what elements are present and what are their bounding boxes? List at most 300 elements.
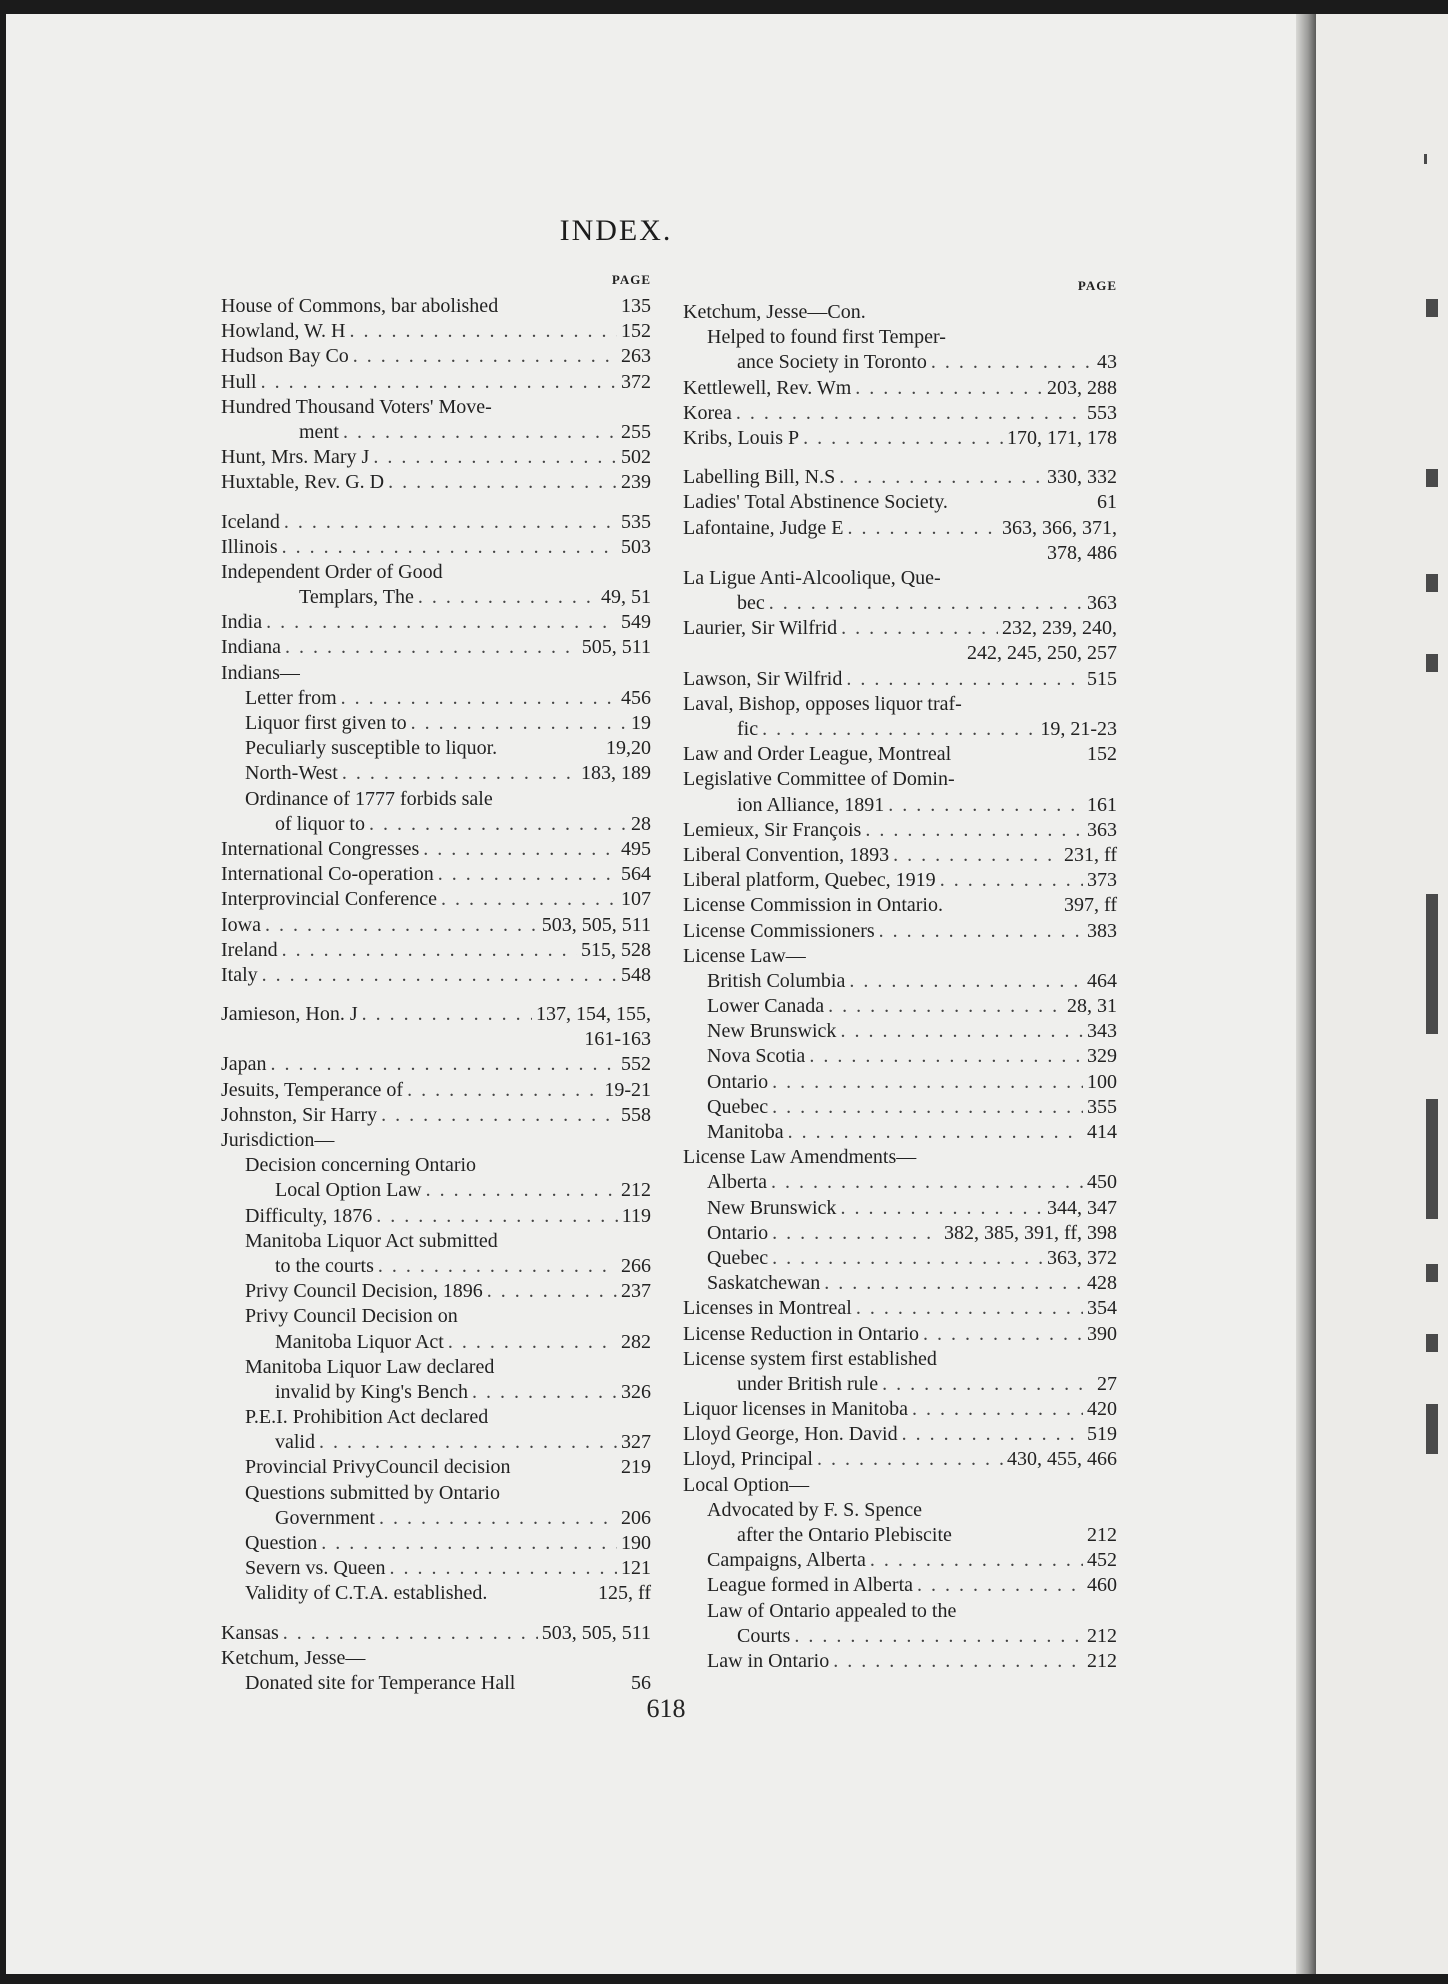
entry-label: Indians— bbox=[221, 661, 300, 684]
index-entry bbox=[221, 1254, 651, 1279]
dot-leader bbox=[349, 319, 617, 344]
dot-leader bbox=[828, 994, 1063, 1019]
entry-page-ref: 428 bbox=[1087, 1272, 1117, 1295]
ink-mark bbox=[1424, 154, 1427, 164]
dot-leader bbox=[353, 344, 617, 369]
entry-page-ref: 231, ff bbox=[1064, 843, 1117, 866]
entry-page-ref: 344, 347 bbox=[1047, 1196, 1117, 1219]
entry-page-ref: 219 bbox=[621, 1456, 651, 1479]
entry-label: Ontario bbox=[707, 1070, 769, 1093]
dot-leader bbox=[917, 1573, 1083, 1598]
index-entry bbox=[221, 1430, 651, 1455]
index-entry bbox=[683, 401, 1117, 426]
entry-page-ref: 330, 332 bbox=[1047, 466, 1117, 489]
index-entry bbox=[221, 1229, 651, 1254]
entry-label: Legislative Committee of Domin- bbox=[683, 768, 955, 791]
entry-label: Helped to found first Temper- bbox=[707, 326, 946, 349]
entry-label: Iceland bbox=[221, 510, 280, 533]
dot-leader bbox=[817, 1447, 1003, 1472]
entry-page-ref: 19,20 bbox=[606, 737, 651, 760]
index-entry bbox=[683, 1548, 1117, 1573]
dot-leader bbox=[271, 1052, 617, 1077]
entry-page-ref: 535 bbox=[621, 510, 651, 533]
entry-label: Law in Ontario bbox=[707, 1649, 830, 1672]
dot-leader bbox=[879, 919, 1083, 944]
entry-page-ref: 135 bbox=[621, 295, 651, 317]
ink-mark bbox=[1426, 469, 1438, 487]
entry-page-ref: 161 bbox=[1087, 793, 1117, 816]
dot-leader bbox=[855, 376, 1043, 401]
index-entry bbox=[683, 818, 1117, 843]
entry-label: License Commissioners bbox=[683, 919, 875, 942]
entry-page-ref: 355 bbox=[1087, 1095, 1117, 1118]
index-entry bbox=[683, 667, 1117, 692]
entry-label: Japan bbox=[221, 1053, 267, 1076]
dot-leader bbox=[772, 1095, 1083, 1120]
entry-page-ref: 420 bbox=[1087, 1398, 1117, 1421]
entry-label: La Ligue Anti-Alcoolique, Que- bbox=[683, 566, 941, 589]
ink-mark bbox=[1426, 1264, 1438, 1282]
entry-label: Independent Order of Good bbox=[221, 560, 443, 583]
index-entry bbox=[683, 1196, 1117, 1221]
entry-page-ref: 28, 31 bbox=[1067, 995, 1117, 1018]
dot-leader bbox=[772, 1246, 1043, 1271]
entry-page-ref: 502 bbox=[621, 446, 651, 469]
dot-leader bbox=[388, 470, 617, 495]
dot-leader bbox=[870, 1548, 1083, 1573]
index-entry bbox=[221, 862, 651, 887]
entry-label: License system first established bbox=[683, 1347, 937, 1370]
entry-gap bbox=[221, 1607, 651, 1621]
dot-leader bbox=[736, 401, 1083, 426]
index-entry bbox=[221, 1380, 651, 1405]
index-entry bbox=[221, 1052, 651, 1077]
dot-leader bbox=[840, 1019, 1083, 1044]
entry-label: Hundred Thousand Voters' Move- bbox=[221, 395, 492, 418]
index-entry bbox=[683, 1347, 1117, 1372]
entry-label: Peculiarly susceptible to liquor. bbox=[245, 737, 498, 760]
entry-label: Huxtable, Rev. G. D bbox=[221, 471, 385, 494]
entry-page-ref: 503 bbox=[621, 535, 651, 558]
index-entry bbox=[683, 641, 1117, 666]
dot-leader bbox=[772, 1070, 1083, 1095]
entry-label: Letter from bbox=[245, 686, 337, 709]
entry-label: Ireland bbox=[221, 938, 278, 961]
index-entry bbox=[683, 1599, 1117, 1624]
index-entry bbox=[221, 1481, 651, 1506]
entry-page-ref: 152 bbox=[621, 320, 651, 343]
index-entry bbox=[221, 661, 651, 686]
index-column-right bbox=[683, 272, 1117, 1674]
index-entry bbox=[221, 395, 651, 420]
entry-label: Quebec bbox=[707, 1095, 769, 1118]
entry-page-ref: 121 bbox=[621, 1557, 651, 1580]
entry-label: ance Society in Toronto bbox=[737, 351, 927, 374]
dot-leader bbox=[893, 843, 1060, 868]
dot-leader bbox=[319, 1430, 617, 1455]
entry-page-ref: 212 bbox=[1087, 1649, 1117, 1672]
dot-leader bbox=[438, 862, 617, 887]
entry-page-ref: 152 bbox=[1087, 743, 1117, 766]
entry-label: License Law— bbox=[683, 944, 806, 967]
entry-label: International Congresses bbox=[221, 837, 420, 860]
index-entry bbox=[221, 686, 651, 711]
dot-leader bbox=[423, 837, 617, 862]
index-entry bbox=[683, 541, 1117, 566]
index-entry bbox=[683, 868, 1117, 893]
entry-page-ref: 363, 366, 371, bbox=[1002, 516, 1117, 539]
entry-label: Liquor licenses in Manitoba bbox=[683, 1398, 908, 1421]
entry-label: Liberal Convention, 1893 bbox=[683, 843, 890, 866]
index-entry bbox=[221, 1506, 651, 1531]
entry-label: Johnston, Sir Harry bbox=[221, 1103, 378, 1126]
entry-label: License Reduction in Ontario bbox=[683, 1322, 920, 1345]
entry-label: New Brunswick bbox=[707, 1020, 837, 1043]
entry-label: Government bbox=[275, 1506, 375, 1529]
entry-label: Questions submitted by Ontario bbox=[245, 1481, 500, 1504]
dot-leader bbox=[341, 686, 617, 711]
ink-mark bbox=[1426, 1099, 1438, 1219]
entry-label: Advocated by F. S. Spence bbox=[707, 1498, 923, 1521]
entry-gap bbox=[221, 496, 651, 510]
index-entry bbox=[221, 1581, 651, 1606]
entry-label: Licenses in Montreal bbox=[683, 1297, 852, 1320]
entry-label: India bbox=[221, 611, 263, 634]
ink-mark bbox=[1426, 574, 1438, 592]
index-entry bbox=[221, 1027, 651, 1052]
entry-label: British Columbia bbox=[707, 969, 846, 992]
entry-label: Kettlewell, Rev. Wm bbox=[683, 376, 852, 399]
index-entry bbox=[683, 1044, 1117, 1069]
index-entry bbox=[221, 1671, 651, 1696]
index-entry bbox=[683, 1145, 1117, 1170]
entry-gap bbox=[683, 451, 1117, 465]
dot-leader bbox=[762, 717, 1036, 742]
entry-label: P.E.I. Prohibition Act declared bbox=[245, 1406, 489, 1429]
index-entry bbox=[221, 585, 651, 610]
index-entry bbox=[221, 812, 651, 837]
dot-leader bbox=[833, 1649, 1083, 1674]
entry-label: Lloyd, Principal bbox=[683, 1448, 813, 1471]
entry-label: Manitoba Liquor Law declared bbox=[245, 1355, 495, 1378]
dot-leader bbox=[262, 963, 617, 988]
entry-page-ref: 456 bbox=[621, 686, 651, 709]
entry-label: fic bbox=[737, 718, 759, 740]
entry-page-ref: 390 bbox=[1087, 1322, 1117, 1345]
entry-page-ref: 373 bbox=[1087, 869, 1117, 892]
index-entry bbox=[221, 635, 651, 660]
ink-mark bbox=[1426, 654, 1438, 672]
dot-leader bbox=[841, 616, 998, 641]
index-entry bbox=[683, 1473, 1117, 1498]
entry-label: Quebec bbox=[707, 1246, 769, 1269]
entry-label: Question bbox=[245, 1532, 318, 1554]
dot-leader bbox=[266, 610, 617, 635]
dot-leader bbox=[839, 465, 1043, 490]
page-title: INDEX. bbox=[559, 214, 673, 247]
dot-leader bbox=[849, 969, 1083, 994]
dot-leader bbox=[411, 711, 627, 736]
index-entry bbox=[683, 843, 1117, 868]
entry-page-ref: 372 bbox=[621, 370, 651, 393]
entry-page-ref: 61 bbox=[1097, 491, 1117, 514]
index-entry bbox=[221, 370, 651, 395]
entry-label: Severn vs. Queen bbox=[245, 1557, 386, 1580]
entry-label: Kansas bbox=[221, 1621, 279, 1644]
index-entry bbox=[683, 1271, 1117, 1296]
entry-label: Law and Order League, Montreal bbox=[683, 743, 952, 766]
entry-label: Manitoba Liquor Act submitted bbox=[245, 1229, 498, 1252]
entry-page-ref: 495 bbox=[621, 837, 651, 860]
entry-page-ref: 329 bbox=[1087, 1045, 1117, 1068]
dot-leader bbox=[373, 445, 617, 470]
index-entry bbox=[683, 1447, 1117, 1472]
dot-leader bbox=[261, 370, 617, 395]
index-entry bbox=[221, 1153, 651, 1178]
index-entry bbox=[683, 919, 1117, 944]
index-entry bbox=[683, 1095, 1117, 1120]
book-page bbox=[6, 14, 1296, 1974]
dot-leader bbox=[772, 1221, 940, 1246]
entry-page-ref: 363 bbox=[1087, 592, 1117, 615]
entry-label: Difficulty, 1876 bbox=[245, 1204, 373, 1227]
entry-page-ref: 552 bbox=[621, 1053, 651, 1076]
index-entry bbox=[683, 1573, 1117, 1598]
index-entry bbox=[683, 1246, 1117, 1271]
entry-label: bec bbox=[737, 592, 765, 615]
page-column-heading: PAGE bbox=[611, 272, 651, 287]
dot-leader bbox=[856, 1296, 1083, 1321]
index-entry bbox=[221, 1646, 651, 1671]
entry-page-ref: 503, 505, 511 bbox=[541, 913, 651, 936]
entry-page-ref: 327 bbox=[621, 1431, 651, 1454]
entry-label: Jesuits, Temperance of bbox=[221, 1078, 404, 1101]
dot-leader bbox=[902, 1422, 1083, 1447]
dot-leader bbox=[788, 1120, 1083, 1145]
index-entry bbox=[683, 742, 1117, 767]
dot-leader bbox=[840, 1196, 1043, 1221]
entry-label: Lloyd George, Hon. David bbox=[683, 1423, 898, 1446]
entry-page-ref: 553 bbox=[1087, 401, 1117, 424]
entry-page-ref: 564 bbox=[621, 863, 651, 886]
entry-label: Korea bbox=[683, 401, 732, 424]
entry-label: ion Alliance, 1891 bbox=[737, 793, 885, 816]
entry-page-ref: 326 bbox=[621, 1380, 651, 1403]
dot-leader bbox=[343, 420, 617, 445]
entry-label: Ketchum, Jesse—Con. bbox=[683, 301, 866, 323]
index-entry bbox=[221, 787, 651, 812]
dot-leader bbox=[378, 1254, 617, 1279]
entry-label: Hudson Bay Co bbox=[221, 345, 349, 368]
index-entry bbox=[683, 767, 1117, 792]
entry-label: Privy Council Decision on bbox=[245, 1305, 458, 1328]
index-entry bbox=[221, 1128, 651, 1153]
entry-label: valid bbox=[275, 1431, 315, 1454]
index-entry bbox=[683, 376, 1117, 401]
index-entry bbox=[221, 1304, 651, 1329]
entry-label: Laval, Bishop, opposes liquor traf- bbox=[683, 692, 962, 715]
entry-label: Lower Canada bbox=[707, 995, 825, 1018]
dot-leader bbox=[282, 938, 577, 963]
entry-page-ref: 255 bbox=[621, 420, 651, 443]
dot-leader bbox=[381, 1103, 617, 1128]
entry-page-ref: 19 bbox=[631, 712, 651, 734]
dot-leader bbox=[848, 516, 999, 541]
entry-label: Liberal platform, Quebec, 1919 bbox=[683, 869, 936, 892]
dot-leader bbox=[362, 1002, 532, 1027]
index-entry bbox=[683, 893, 1117, 918]
index-entry bbox=[221, 1405, 651, 1430]
entry-label: Hull bbox=[221, 370, 257, 393]
dot-leader bbox=[342, 761, 577, 786]
index-entry bbox=[683, 426, 1117, 451]
entry-page-ref: 464 bbox=[1087, 969, 1117, 992]
entry-page-ref: 107 bbox=[621, 888, 651, 911]
index-entry bbox=[221, 535, 651, 560]
index-entry bbox=[683, 516, 1117, 541]
entry-page-ref: 558 bbox=[621, 1103, 651, 1126]
entry-page-ref: 266 bbox=[621, 1254, 651, 1277]
dot-leader bbox=[865, 818, 1083, 843]
index-entry bbox=[683, 591, 1117, 616]
entry-page-ref: 414 bbox=[1087, 1121, 1117, 1143]
ink-mark bbox=[1426, 1404, 1438, 1454]
entry-label: Interprovincial Conference bbox=[221, 888, 438, 911]
dot-leader bbox=[426, 1178, 617, 1203]
entry-page-ref: 503, 505, 511 bbox=[541, 1621, 651, 1644]
index-entry bbox=[221, 470, 651, 495]
entry-label: Jamieson, Hon. J bbox=[221, 1003, 358, 1026]
entry-page-ref: 119 bbox=[621, 1204, 651, 1227]
index-entry bbox=[683, 1019, 1117, 1044]
dot-leader bbox=[265, 913, 538, 938]
entry-label: Decision concerning Ontario bbox=[245, 1154, 477, 1177]
index-entry bbox=[683, 944, 1117, 969]
entry-label: Privy Council Decision, 1896 bbox=[245, 1280, 483, 1303]
entry-page-ref: 239 bbox=[621, 471, 651, 494]
entry-label: ment bbox=[299, 420, 339, 443]
index-column-left bbox=[221, 272, 651, 1696]
entry-label: Kribs, Louis P bbox=[683, 426, 800, 449]
entry-page-ref: 125, ff bbox=[598, 1582, 651, 1605]
entry-label: International Co-operation bbox=[221, 863, 434, 886]
entry-page-ref: 232, 239, 240, bbox=[1002, 617, 1117, 640]
index-entries-left bbox=[221, 294, 651, 1696]
index-entry bbox=[221, 887, 651, 912]
entry-label: Lafontaine, Judge E bbox=[683, 516, 844, 539]
entry-label: Local Option Law bbox=[275, 1179, 422, 1202]
index-entry bbox=[683, 1372, 1117, 1397]
entry-page-ref: 43 bbox=[1097, 351, 1117, 374]
index-entry bbox=[683, 1170, 1117, 1195]
entry-page-ref: 549 bbox=[621, 611, 651, 634]
index-entry bbox=[221, 1621, 651, 1646]
index-entry bbox=[221, 1204, 651, 1229]
page-number: 618 bbox=[646, 1694, 686, 1723]
index-entry bbox=[221, 1455, 651, 1480]
entry-label: Laurier, Sir Wilfrid bbox=[683, 617, 838, 640]
dot-leader bbox=[882, 1372, 1093, 1397]
index-entry bbox=[221, 761, 651, 786]
entry-page-ref: 170, 171, 178 bbox=[1007, 426, 1117, 449]
index-entry bbox=[221, 913, 651, 938]
index-entry bbox=[221, 837, 651, 862]
dot-leader bbox=[379, 1506, 617, 1531]
dot-leader bbox=[487, 1279, 617, 1304]
index-entry bbox=[221, 1330, 651, 1355]
entry-label: House of Commons, bar abolished bbox=[221, 295, 499, 317]
index-entry bbox=[683, 1322, 1117, 1347]
entry-page-ref: 19, 21-23 bbox=[1040, 718, 1117, 740]
entry-label: Italy bbox=[221, 963, 258, 986]
dot-leader bbox=[923, 1322, 1083, 1347]
entry-page-ref: 548 bbox=[621, 963, 651, 986]
index-entry bbox=[683, 969, 1117, 994]
entry-gap bbox=[221, 988, 651, 1002]
page-column-heading: PAGE bbox=[1077, 278, 1117, 293]
entry-page-ref: 237 bbox=[621, 1280, 651, 1303]
entry-page-ref: 161-163 bbox=[584, 1028, 651, 1051]
entry-label: Ketchum, Jesse— bbox=[221, 1646, 366, 1669]
dot-leader bbox=[376, 1204, 618, 1229]
entry-page-ref: 19-21 bbox=[604, 1078, 651, 1101]
index-entry bbox=[221, 736, 651, 761]
entry-label: Courts bbox=[737, 1624, 791, 1647]
entry-page-ref: 460 bbox=[1087, 1574, 1117, 1597]
index-entry bbox=[221, 344, 651, 369]
index-entry bbox=[683, 616, 1117, 641]
ink-mark bbox=[1426, 299, 1438, 317]
page-gutter-edge bbox=[1296, 14, 1316, 1974]
entry-page-ref: 515, 528 bbox=[581, 938, 651, 961]
entry-label: Hunt, Mrs. Mary J bbox=[221, 446, 370, 469]
index-entry bbox=[221, 1103, 651, 1128]
dot-leader bbox=[282, 535, 617, 560]
index-entry bbox=[221, 1279, 651, 1304]
dot-leader bbox=[846, 667, 1083, 692]
dot-leader bbox=[771, 1170, 1083, 1195]
entry-label: Lawson, Sir Wilfrid bbox=[683, 667, 843, 690]
index-entry bbox=[683, 1649, 1117, 1674]
index-entry bbox=[221, 1355, 651, 1380]
dot-leader bbox=[407, 1078, 600, 1103]
dot-leader bbox=[448, 1330, 617, 1355]
entry-label: Templars, The bbox=[299, 586, 414, 609]
index-entry bbox=[683, 1624, 1117, 1649]
entry-label: Indiana bbox=[221, 636, 281, 659]
index-entries-right bbox=[683, 300, 1117, 1674]
dot-leader bbox=[803, 426, 1003, 451]
dot-leader bbox=[888, 793, 1083, 818]
index-entry bbox=[683, 1397, 1117, 1422]
facing-page-edge bbox=[1316, 14, 1448, 1974]
entry-page-ref: 56 bbox=[631, 1671, 651, 1694]
entry-page-ref: 206 bbox=[621, 1506, 651, 1529]
entry-page-ref: 515 bbox=[1087, 667, 1117, 690]
index-entry bbox=[221, 510, 651, 535]
entry-label: Manitoba Liquor Act bbox=[275, 1330, 444, 1353]
entry-page-ref: 282 bbox=[621, 1330, 651, 1353]
index-entry bbox=[221, 1078, 651, 1103]
entry-label: Iowa bbox=[221, 913, 261, 936]
index-entry bbox=[221, 711, 651, 736]
entry-page-ref: 212 bbox=[1087, 1624, 1117, 1647]
entry-label: New Brunswick bbox=[707, 1196, 837, 1219]
entry-label: License Commission in Ontario. bbox=[683, 894, 943, 917]
dot-leader bbox=[418, 585, 597, 610]
dot-leader bbox=[940, 868, 1083, 893]
dot-leader bbox=[283, 1621, 538, 1646]
